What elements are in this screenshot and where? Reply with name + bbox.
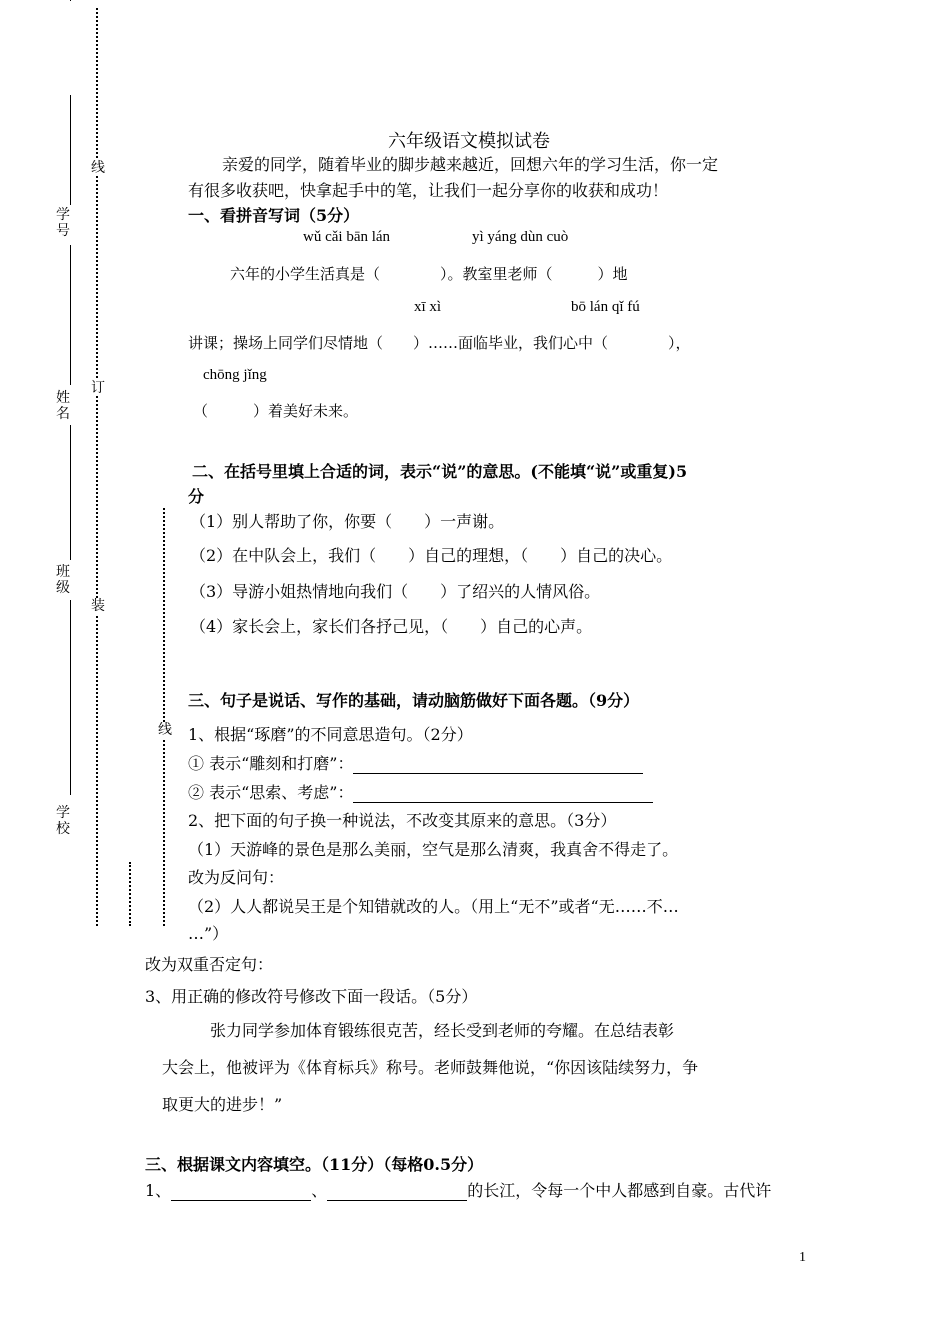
answer-blank-2[interactable] bbox=[327, 1184, 467, 1201]
section-4-line-1-prefix: 1、 bbox=[145, 1181, 172, 1200]
section-4-line-1 bbox=[145, 1178, 771, 1201]
pinyin-wucaibanlan: wǔ cǎi bān lán bbox=[303, 229, 391, 245]
name-underline-a bbox=[70, 245, 71, 385]
section-3-q3: 3、用正确的修改符号修改下面一段话。（5分） bbox=[145, 987, 478, 1006]
section-1-line-3: （ ）着美好未来。 bbox=[193, 402, 359, 420]
section-3-q2b-cont: …”） bbox=[188, 924, 229, 943]
class-underline bbox=[70, 425, 71, 560]
pinyin-xixi: xī xì bbox=[414, 299, 442, 315]
section-2-item-1: （1）别人帮助了你，你要（ ）一声谢。 bbox=[190, 512, 505, 531]
section-1-line-2: 讲课；操场上同学们尽情地（ ）……面临毕业，我们心中（ ）， bbox=[188, 334, 691, 352]
section-2-item-4: （4）家长会上，家长们各抒己见，（ ）自己的心声。 bbox=[190, 617, 593, 636]
pinyin-bolanqifu: bō lán qǐ fú bbox=[571, 299, 640, 315]
section-4-heading: 三、根据课文内容填空。（11分）（每格0.5分） bbox=[145, 1155, 484, 1174]
answer-line-q1a[interactable] bbox=[353, 757, 643, 774]
section-3-q1: 1、根据“琢磨”的不同意思造句。（2分） bbox=[188, 725, 473, 744]
binding-mark-xian: 线 bbox=[91, 160, 105, 176]
section-2-heading-cont: 分 bbox=[188, 487, 205, 506]
section-4-line-1-suffix: 的长江，令每一个中人都感到自豪。古代许 bbox=[467, 1181, 772, 1200]
section-3-paragraph-3: 取更大的进步！” bbox=[162, 1095, 283, 1114]
page-title: 六年级语文模拟试卷 bbox=[388, 131, 550, 152]
binding-dotted-line-short bbox=[129, 862, 131, 926]
section-1-line-1: 六年的小学生活真是（ ）。教室里老师（ ）地 bbox=[230, 265, 628, 283]
pinyin-yiyangdunchuo: yì yáng dùn cuò bbox=[472, 229, 569, 245]
section-4-separator: 、 bbox=[311, 1181, 328, 1200]
section-3-paragraph-2: 大会上，他被评为《体育标兵》称号。老师鼓舞他说，“你因该陆续努力，争 bbox=[162, 1058, 699, 1077]
section-3-q2a: （1）天游峰的景色是那么美丽，空气是那么清爽，我真舍不得走了。 bbox=[188, 840, 679, 859]
section-3-q2b-task: 改为双重否定句： bbox=[145, 955, 274, 974]
intro-line-1: 亲爱的同学，随着毕业的脚步越来越近，回想六年的学习生活，你一定 bbox=[222, 155, 719, 174]
section-3-q1b-label: ② 表示“思索、考虑”： bbox=[188, 783, 354, 802]
class-label: 班级 bbox=[56, 564, 70, 596]
section-2-item-2: （2）在中队会上，我们（ ）自己的理想，（ ）自己的决心。 bbox=[190, 546, 673, 565]
binding-mark-ding: 订 bbox=[91, 380, 105, 396]
binding-mark-xian-inner: 线 bbox=[158, 722, 172, 738]
section-3-paragraph-1: 张力同学参加体育锻练很克苦，经长受到老师的夸耀。在总结表彰 bbox=[210, 1021, 675, 1040]
binding-dotted-line-outer bbox=[96, 8, 98, 926]
school-underline bbox=[70, 600, 71, 795]
section-3-q2b: （2）人人都说吴王是个知错就改的人。（用上“无不”或者“无……不… bbox=[188, 897, 679, 916]
student-id-underline bbox=[70, 95, 71, 205]
section-1-heading: 一、看拼音写词（5分） bbox=[188, 206, 360, 225]
page-number: 1 bbox=[799, 1250, 806, 1265]
section-3-q1b bbox=[188, 780, 653, 803]
section-2-item-3: （3）导游小姐热情地向我们（ ）了绍兴的人情风俗。 bbox=[190, 582, 601, 601]
answer-blank-1[interactable] bbox=[171, 1184, 311, 1201]
section-3-q1a-label: ① 表示“雕刻和打磨”： bbox=[188, 754, 354, 773]
student-id-label: 学号 bbox=[56, 207, 70, 239]
section-3-q2a-task: 改为反问句： bbox=[188, 868, 285, 887]
binding-mark-zhuang: 装 bbox=[91, 598, 105, 614]
pinyin-chongjing: chōng jǐng bbox=[203, 367, 267, 383]
section-2-heading: 二、在括号里填上合适的词，表示“说”的意思。(不能填“说”或重复)5 bbox=[192, 462, 688, 481]
name-label: 姓名 bbox=[56, 390, 70, 422]
school-label: 学校 bbox=[56, 805, 70, 837]
intro-line-2: 有很多收获吧，快拿起手中的笔，让我们一起分享你的收获和成功！ bbox=[188, 181, 669, 200]
section-3-q2: 2、把下面的句子换一种说法，不改变其原来的意思。（3分） bbox=[188, 811, 617, 830]
section-3-heading: 三、句子是说话、写作的基础，请动脑筋做好下面各题。（9分） bbox=[188, 691, 640, 710]
binding-dotted-line-inner bbox=[163, 508, 165, 926]
answer-line-q1b[interactable] bbox=[353, 786, 653, 803]
section-3-q1a bbox=[188, 751, 643, 774]
student-id-line bbox=[70, 0, 71, 1]
